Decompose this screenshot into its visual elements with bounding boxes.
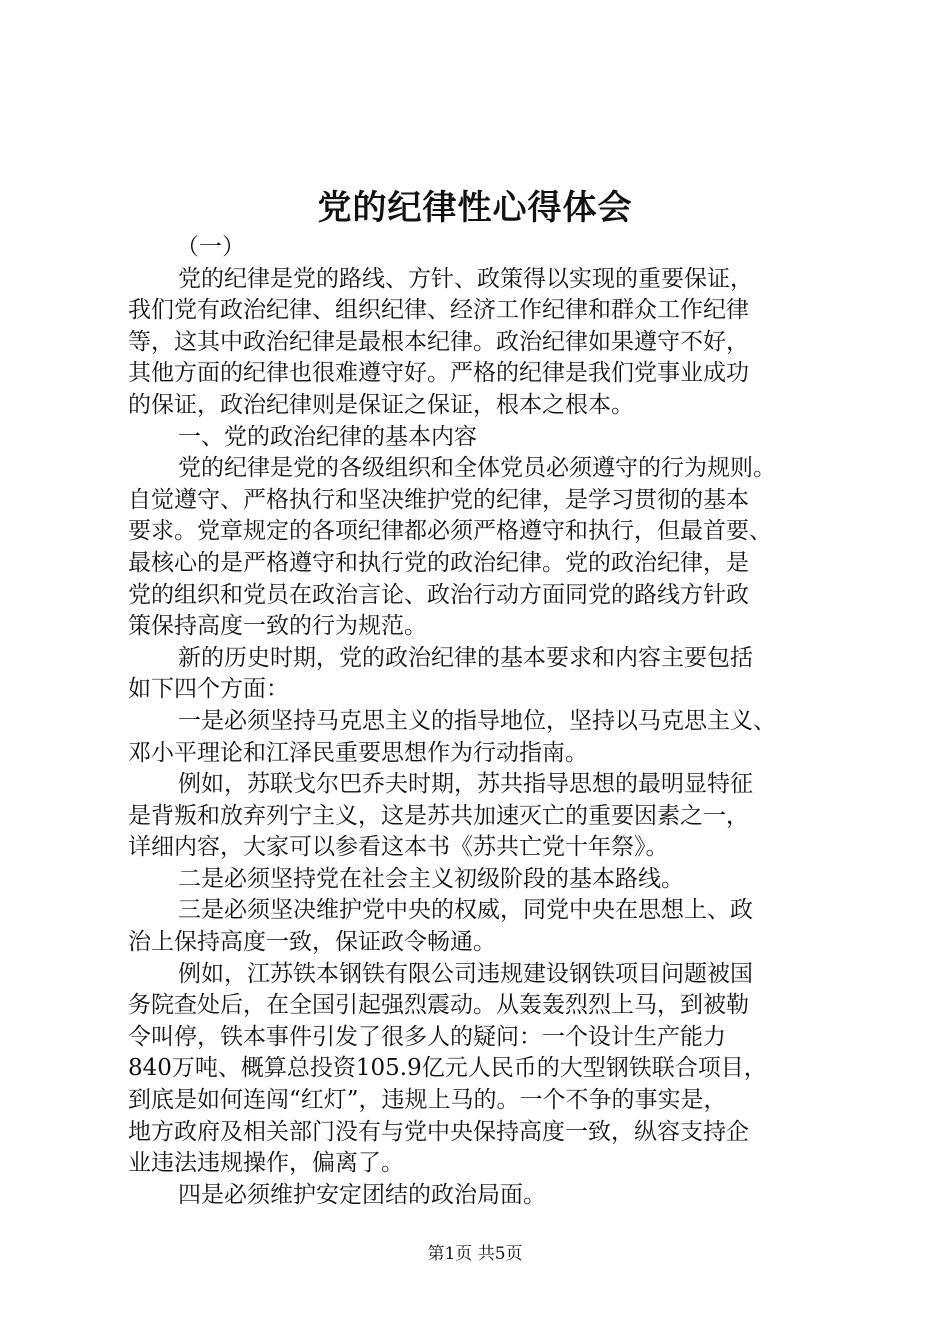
paragraph-line: 业违法违规操作，偏离了。 — [128, 1150, 404, 1177]
paragraph-line: 我们党有政治纪律、组织纪律、经济工作纪律和群众工作纪律 — [128, 297, 749, 324]
paragraph-line: 详细内容，大家可以参看这本书《苏共亡党十年祭》。 — [128, 834, 669, 861]
paragraph-line: 自觉遵守、严格执行和坚决维护党的纪律，是学习贯彻的基本 — [128, 486, 749, 513]
paragraph-line: 例如，苏联戈尔巴乔夫时期，苏共指导思想的最明显特征 — [178, 771, 753, 798]
paragraph-line: 党的纪律是党的各级组织和全体党员必须遵守的行为规则。 — [178, 455, 776, 482]
paragraph-line: 840万吨、概算总投资105.9亿元人民币的大型钢铁联合项目， — [128, 1055, 767, 1082]
paragraph-line: 例如，江苏铁本钢铁有限公司违规建设钢铁项目问题被国 — [178, 960, 753, 987]
paragraph-line: 邓小平理论和江泽民重要思想作为行动指南。 — [128, 739, 588, 766]
paragraph-line: 最核心的是严格遵守和执行党的政治纪律。党的政治纪律，是 — [128, 549, 749, 576]
paragraph-line: 二是必须坚持党在社会主义初级阶段的基本路线。 — [178, 865, 684, 892]
page-footer: 第1页 共5页 — [427, 1244, 523, 1264]
paragraph-line: 要求。党章规定的各项纪律都必须严格遵守和执行，但最首要、 — [128, 518, 772, 545]
paragraph-line: 党的纪律是党的路线、方针、政策得以实现的重要保证， — [178, 265, 753, 292]
paragraph-line: 令叫停，铁本事件引发了很多人的疑问：一个设计生产能力 — [128, 1023, 726, 1050]
paragraph-line: 等，这其中政治纪律是最根本纪律。政治纪律如果遵守不好， — [128, 328, 749, 355]
paragraph-line: 四是必须维护安定团结的政治局面。 — [178, 1181, 546, 1208]
paragraph-line: 一是必须坚持马克思主义的指导地位，坚持以马克思主义、 — [178, 707, 776, 734]
section-heading: 一、党的政治纪律的基本内容 — [178, 423, 477, 450]
paragraph-line: 策保持高度一致的行为规范。 — [128, 613, 427, 640]
document-title: 党的纪律性心得体会 — [317, 188, 633, 228]
paragraph-line: 新的历史时期，党的政治纪律的基本要求和内容主要包括 — [178, 644, 753, 671]
paragraph-line: 务院查处后，在全国引起强烈震动。从轰轰烈烈上马，到被勒 — [128, 992, 749, 1019]
paragraph-line: 到底是如何连闯“红灯”，违规上马的。一个不争的事实是， — [128, 1087, 727, 1114]
paragraph-line: 党的组织和党员在政治言论、政治行动方面同党的路线方针政 — [128, 581, 749, 608]
paragraph-line: 三是必须坚决维护党中央的权威，同党中央在思想上、政 — [178, 897, 753, 924]
section-number: （一） — [176, 234, 245, 260]
document-body — [128, 232, 828, 1211]
paragraph-line: 其他方面的纪律也很难遵守好。严格的纪律是我们党事业成功 — [128, 360, 749, 387]
paragraph-line: 治上保持高度一致，保证政令畅通。 — [128, 929, 496, 956]
paragraph-line: 是背叛和放弃列宁主义，这是苏共加速灭亡的重要因素之一， — [128, 802, 749, 829]
paragraph-line: 的保证，政治纪律则是保证之保证，根本之根本。 — [128, 391, 634, 418]
paragraph-line: 如下四个方面： — [128, 676, 289, 703]
paragraph-line: 地方政府及相关部门没有与党中央保持高度一致，纵容支持企 — [128, 1118, 749, 1145]
